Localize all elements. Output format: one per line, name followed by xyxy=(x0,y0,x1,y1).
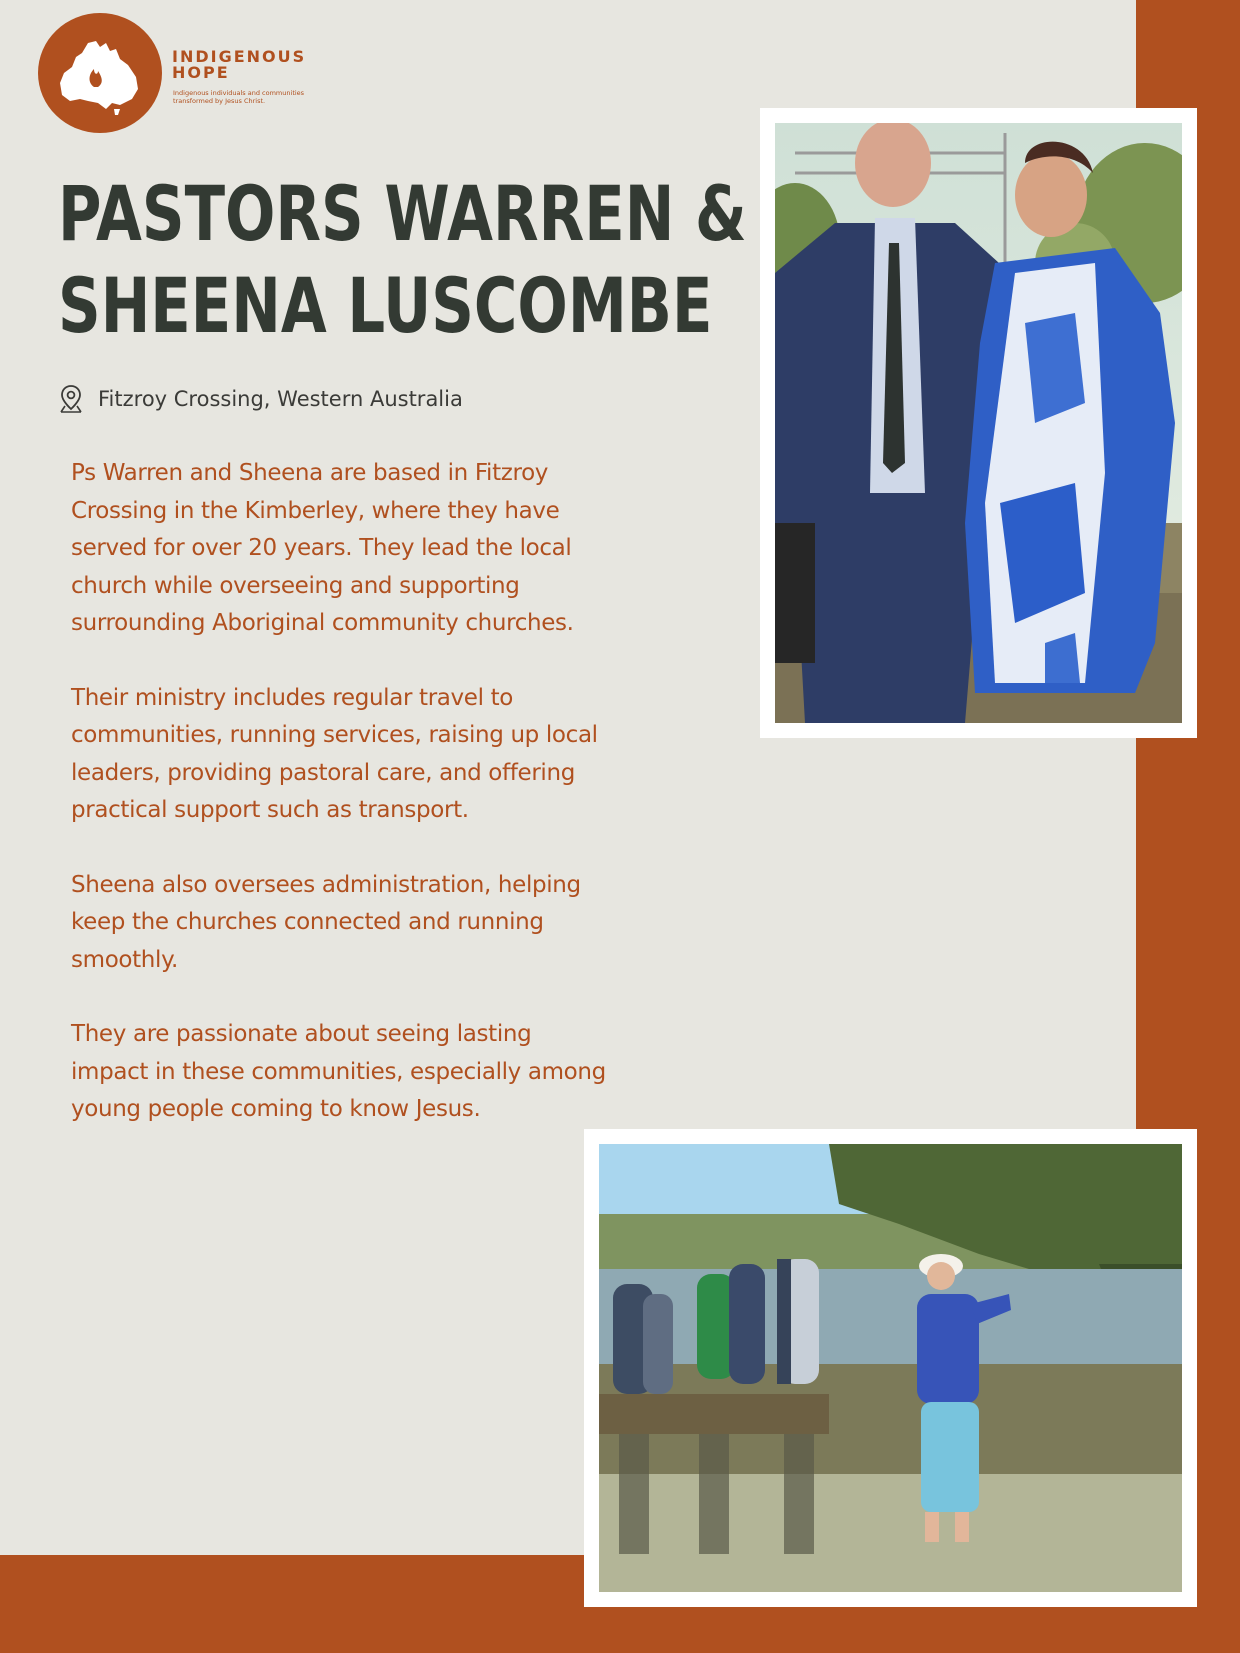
paragraph-3 xyxy=(71,867,691,980)
brand-name-line2: HOPE xyxy=(172,63,230,82)
paragraph-line: They are passionate about seeing lasting xyxy=(71,1021,532,1047)
paragraph-2 xyxy=(71,680,691,830)
australia-map-flame-icon xyxy=(58,39,142,115)
brand-name-line1: INDIGENOUS xyxy=(172,47,307,66)
paragraph-line: impact in these communities, especially among xyxy=(71,1058,606,1085)
paragraph-line: young people coming to know Jesus. xyxy=(71,1096,481,1122)
portrait-photo-frame xyxy=(760,108,1197,738)
paragraph-1 xyxy=(71,455,691,643)
page-title xyxy=(58,168,747,352)
map-pin-icon xyxy=(58,384,84,414)
paragraph-line: practical support such as transport. xyxy=(71,797,469,823)
paragraph-line: smoothly. xyxy=(71,946,179,973)
paragraph-line: served for over 20 years. They lead the local xyxy=(71,535,572,561)
paragraph-line: Ps Warren and Sheena are based in Fitzroy xyxy=(71,460,549,486)
brand-name xyxy=(172,49,352,81)
title-line1: PASTORS WARREN & xyxy=(58,169,747,258)
paragraph-line: communities, running services, raising up local xyxy=(71,722,598,748)
body-text xyxy=(71,455,691,1166)
river-photo-frame xyxy=(584,1129,1197,1607)
river-photo xyxy=(599,1144,1182,1592)
paragraph-line: church while overseeing and supporting xyxy=(71,572,520,599)
location-row xyxy=(58,383,463,415)
logo-badge xyxy=(38,13,162,133)
portrait-photo xyxy=(775,123,1182,723)
brand-tagline: Indigenous individuals and communities transformed by Jesus Christ. xyxy=(173,89,305,105)
paragraph-line: keep the churches connected and running xyxy=(71,909,544,935)
brand-logo xyxy=(38,13,358,135)
location-text: Fitzroy Crossing, Western Australia xyxy=(98,387,463,411)
paragraph-line: leaders, providing pastoral care, and offering xyxy=(71,759,575,786)
paragraph-line: surrounding Aboriginal community churches. xyxy=(71,610,574,636)
paragraph-line: Crossing in the Kimberley, where they have xyxy=(71,497,560,524)
paragraph-line: Sheena also oversees administration, helping xyxy=(71,871,581,898)
paragraph-4 xyxy=(71,1016,691,1129)
title-line2: SHEENA LUSCOMBE xyxy=(58,261,713,350)
paragraph-line: Their ministry includes regular travel to xyxy=(71,684,514,711)
